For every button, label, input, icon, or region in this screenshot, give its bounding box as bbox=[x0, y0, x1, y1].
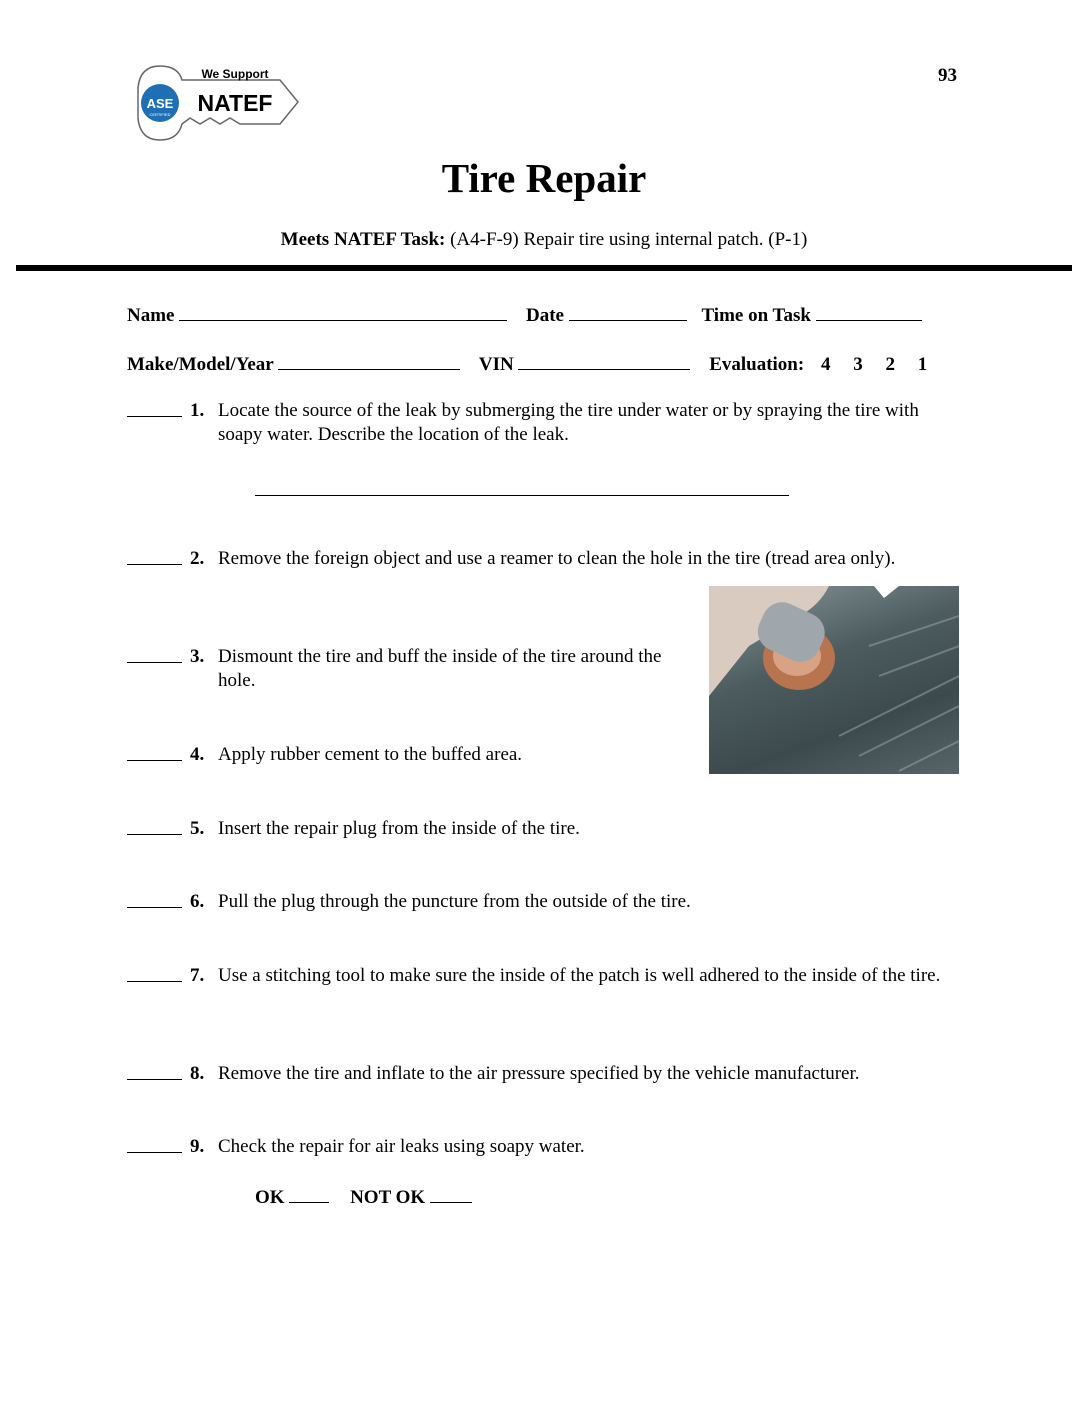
checkoff-blank[interactable] bbox=[127, 964, 182, 982]
time-label: Time on Task bbox=[701, 305, 811, 326]
checkoff-blank[interactable] bbox=[127, 547, 182, 565]
info-row-2 bbox=[127, 351, 927, 377]
header-rule bbox=[16, 265, 1072, 271]
item-number: 4. bbox=[190, 744, 205, 765]
item-text: Pull the plug through the puncture from the outside of the tire. bbox=[218, 891, 691, 912]
item-text: Remove the foreign object and use a reamer to clean the hole in the tire (tread area only). bbox=[218, 548, 896, 569]
task-label: Meets NATEF Task: bbox=[280, 229, 446, 250]
item-text: Apply rubber cement to the buffed area. bbox=[218, 744, 523, 765]
checkoff-blank[interactable] bbox=[127, 817, 182, 835]
time-field[interactable] bbox=[816, 302, 922, 321]
score-3[interactable]: 3 bbox=[853, 354, 863, 375]
svg-text:ASE: ASE bbox=[146, 96, 174, 111]
item-number: 2. bbox=[190, 548, 205, 569]
svg-text:We Support: We Support bbox=[201, 67, 269, 81]
evaluation-label: Evaluation: bbox=[709, 354, 805, 375]
not-ok-field[interactable] bbox=[430, 1184, 472, 1203]
vin-field[interactable] bbox=[518, 351, 690, 370]
item-number: 1. bbox=[190, 400, 205, 421]
page-title: Tire Repair bbox=[441, 155, 647, 201]
item-number: 9. bbox=[190, 1136, 205, 1157]
task-text: (A4-F-9) Repair tire using internal patch. (P-1) bbox=[450, 229, 808, 250]
checkoff-blank[interactable] bbox=[127, 645, 182, 663]
score-4[interactable]: 4 bbox=[820, 354, 831, 375]
item-number: 7. bbox=[190, 965, 205, 986]
make-field[interactable] bbox=[278, 351, 460, 370]
item-text: Dismount the tire and buff the inside of the tire around the hole. bbox=[218, 646, 662, 691]
ok-label: OK bbox=[255, 1187, 285, 1208]
result-row bbox=[255, 1184, 472, 1210]
checkoff-blank[interactable] bbox=[127, 743, 182, 761]
name-label: Name bbox=[127, 305, 175, 326]
checkoff-blank[interactable] bbox=[127, 1062, 182, 1080]
tire-buffing-photo bbox=[709, 586, 959, 774]
item-text: Check the repair for air leaks using soapy water. bbox=[218, 1136, 585, 1157]
checkoff-blank[interactable] bbox=[127, 399, 182, 417]
name-field[interactable] bbox=[179, 302, 507, 321]
score-2[interactable]: 2 bbox=[885, 354, 895, 375]
svg-text:NATEF: NATEF bbox=[197, 90, 273, 116]
item-text: Use a stitching tool to make sure the inside of the patch is well adhered to the inside of the tire. bbox=[218, 965, 941, 986]
item-text: Remove the tire and inflate to the air pressure specified by the vehicle manufacturer. bbox=[218, 1063, 860, 1084]
checkoff-blank[interactable] bbox=[127, 1135, 182, 1153]
info-row-1 bbox=[127, 302, 922, 328]
date-label: Date bbox=[525, 305, 564, 326]
ase-natef-logo bbox=[130, 58, 310, 148]
item-number: 6. bbox=[190, 891, 205, 912]
score-1[interactable]: 1 bbox=[917, 354, 928, 375]
make-label: Make/Model/Year bbox=[127, 354, 274, 375]
page-number: 93 bbox=[938, 65, 957, 86]
ok-field[interactable] bbox=[289, 1184, 329, 1203]
item-text: Insert the repair plug from the inside of the tire. bbox=[218, 818, 580, 839]
item-text: Locate the source of the leak by submerging the tire under water or by spraying the tire with soapy water. Describe the location of the leak. bbox=[218, 400, 919, 445]
natef-task bbox=[0, 228, 1088, 252]
not-ok-label: NOT OK bbox=[350, 1187, 426, 1208]
item-number: 8. bbox=[190, 1063, 205, 1084]
item-number: 5. bbox=[190, 818, 205, 839]
checkoff-blank[interactable] bbox=[127, 890, 182, 908]
item-number: 3. bbox=[190, 646, 205, 667]
answer-line[interactable] bbox=[255, 495, 789, 496]
date-field[interactable] bbox=[569, 302, 687, 321]
vin-label: VIN bbox=[478, 354, 514, 375]
svg-text:CERTIFIED: CERTIFIED bbox=[149, 112, 171, 117]
